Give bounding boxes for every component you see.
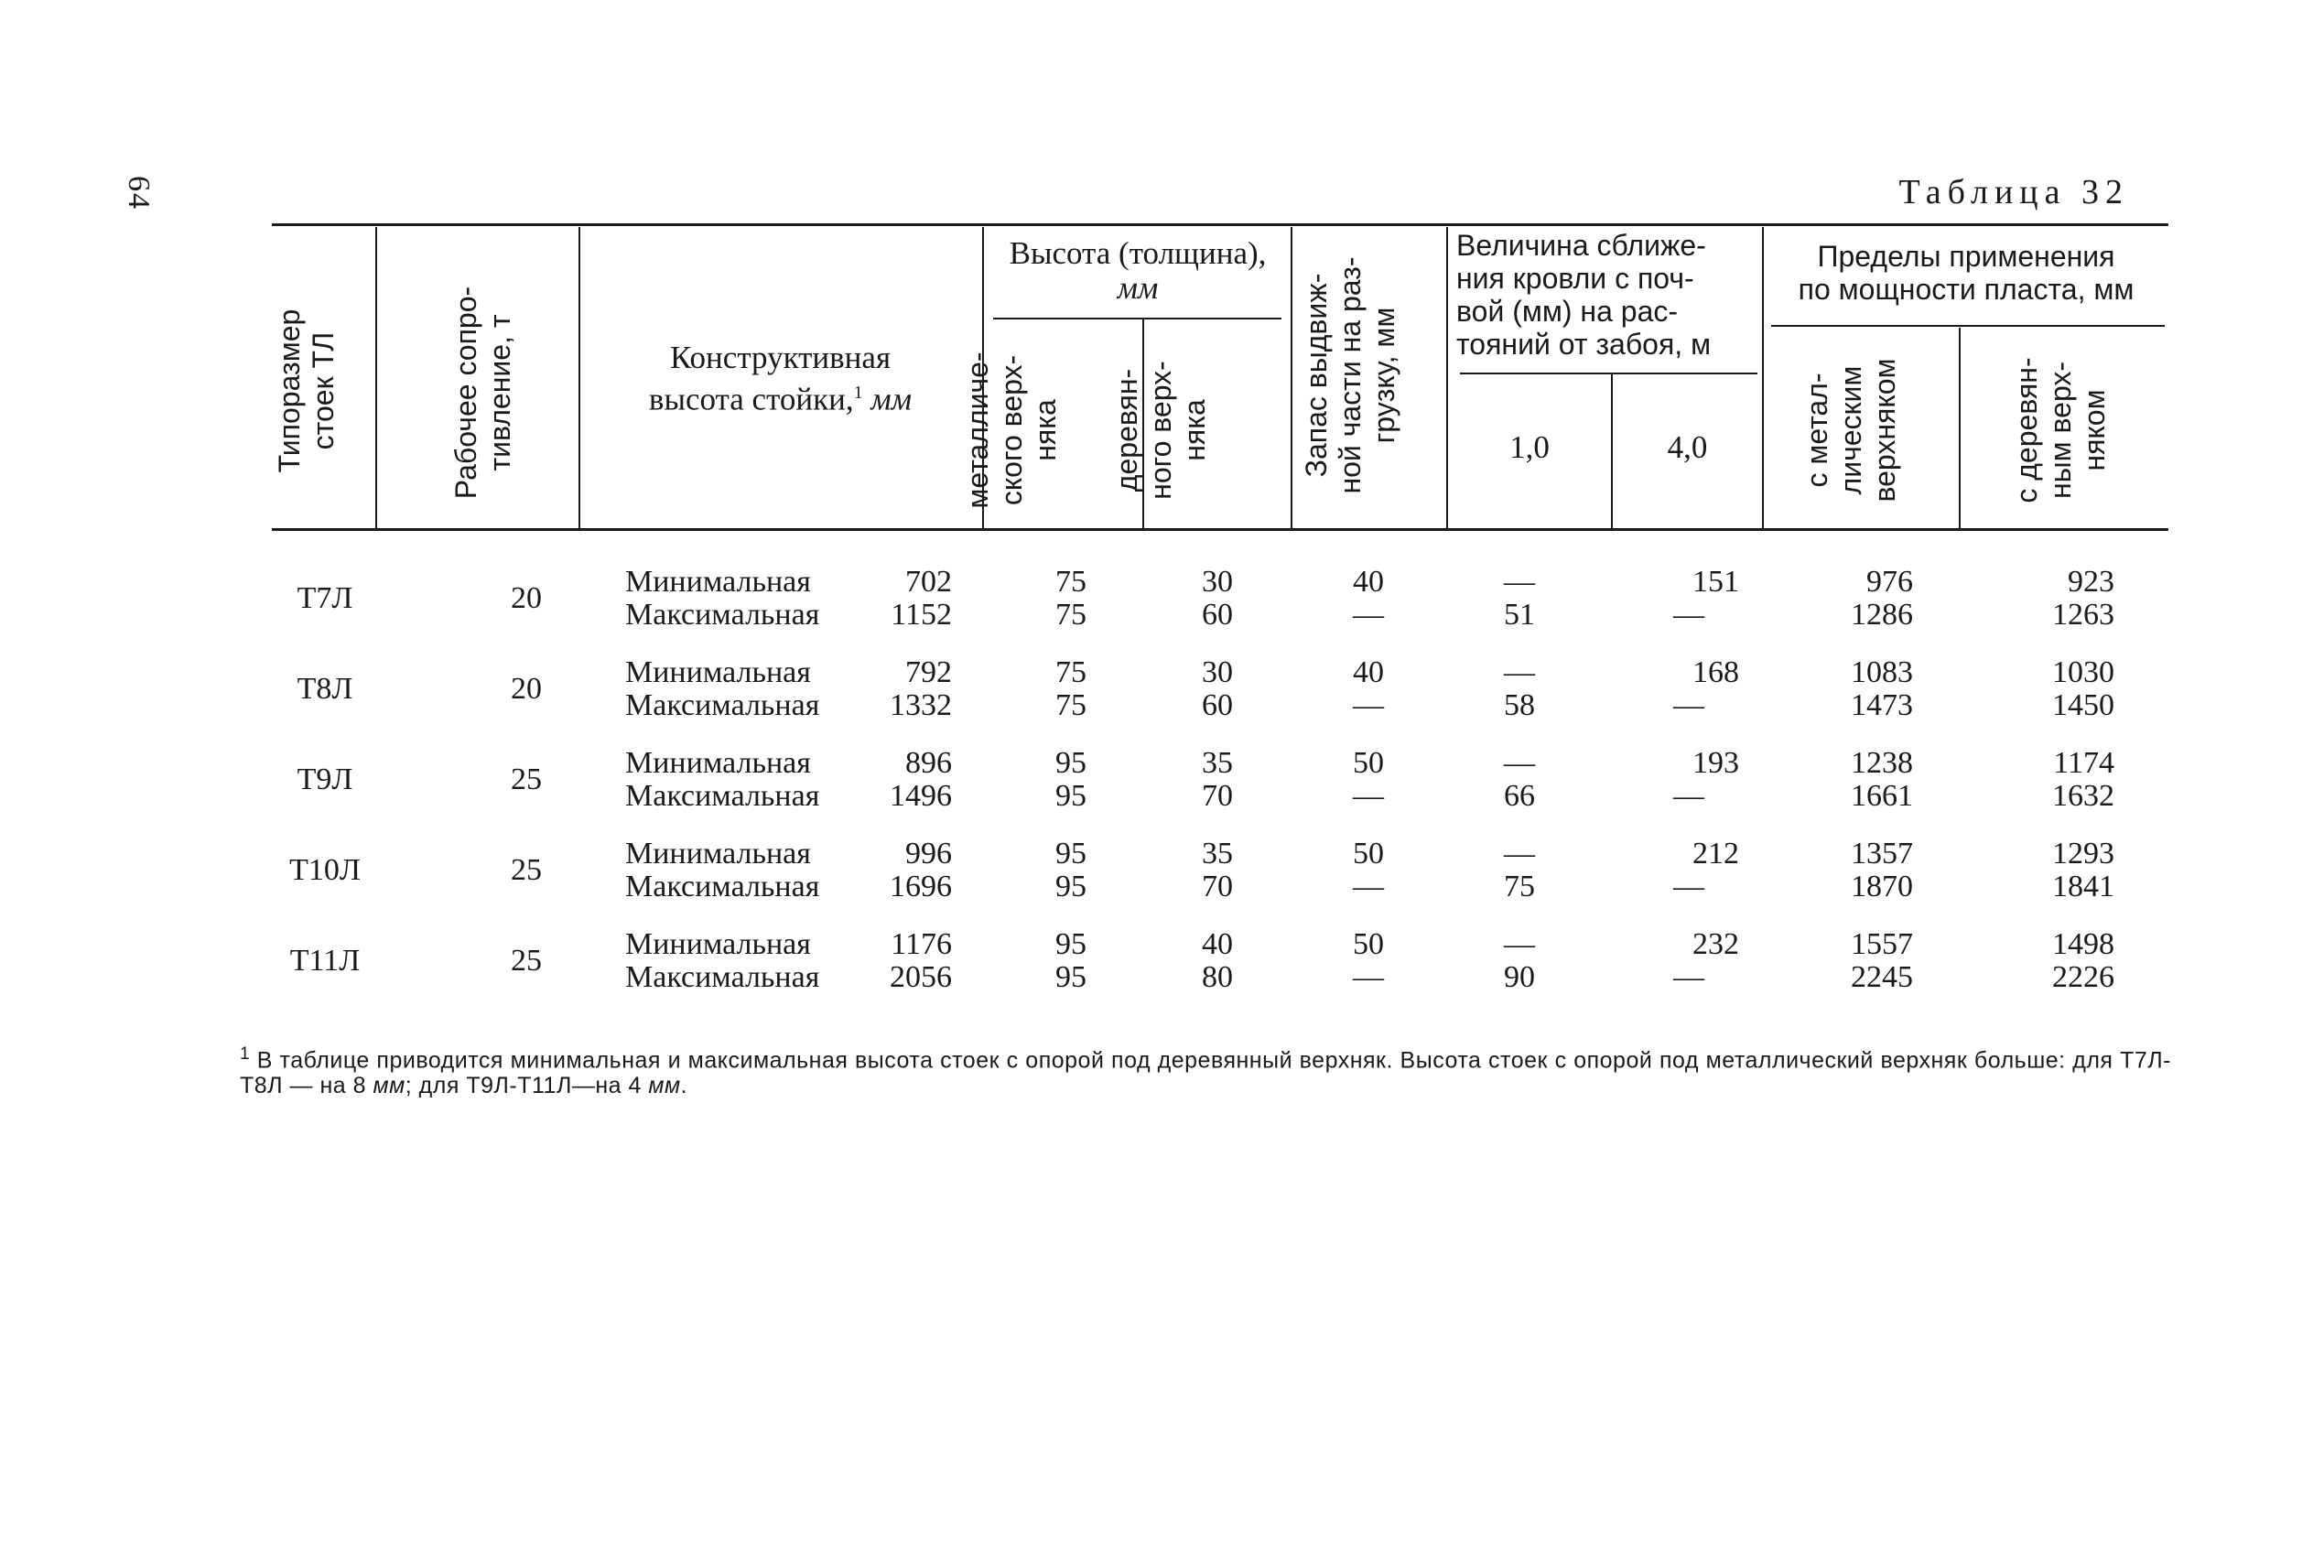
cell-resistance: 25 <box>511 853 542 887</box>
cell-d1-max: 51 <box>1504 598 1535 632</box>
group-rule-velichina <box>1460 373 1757 374</box>
cell-derev-max: 60 <box>1202 688 1233 722</box>
cell-sm-min: 1557 <box>1851 927 1913 961</box>
header-sderev: с деревян- ным верх- няком <box>2010 357 2111 503</box>
cell-min-h: 996 <box>905 837 952 871</box>
cell-max-h: 1496 <box>890 779 952 813</box>
page-number: 64 <box>122 176 156 211</box>
cell-sm-max: 1870 <box>1851 870 1913 903</box>
cell-d1-max: 75 <box>1504 870 1535 903</box>
cell-sm-min: 1238 <box>1851 746 1913 780</box>
column-divider <box>578 227 580 528</box>
cell-type: Т10Л <box>289 853 361 887</box>
cell-sd-min: 1030 <box>2052 655 2114 689</box>
cell-zapas-min: 40 <box>1353 655 1384 689</box>
cell-d4-min: 212 <box>1692 837 1739 871</box>
cell-type: Т8Л <box>297 672 353 706</box>
header-predely-group: Пределы применения по мощности пласта, мм <box>1798 240 2135 306</box>
cell-zapas-max: — <box>1353 598 1384 632</box>
cell-derev-min: 40 <box>1202 927 1233 961</box>
header-konstr <box>586 341 975 417</box>
cell-d4-min: 193 <box>1692 746 1739 780</box>
cell-metal-max: 95 <box>1055 870 1086 903</box>
cell-d4-max: — <box>1673 688 1704 722</box>
cell-d4-min: 232 <box>1692 927 1739 961</box>
header-velichina-group: Величина сближе- ния кровли с поч- вой (мм) на рас- тояний от забоя, м <box>1456 229 1712 361</box>
cell-sd-min: 1498 <box>2052 927 2114 961</box>
cell-metal-max: 95 <box>1055 960 1086 994</box>
cell-d4-max: — <box>1673 598 1704 632</box>
cell-sd-max: 1450 <box>2052 688 2114 722</box>
cell-derev-min: 30 <box>1202 565 1233 599</box>
header-konstr-line1: Конструктивная <box>669 340 892 375</box>
cell-metal-min: 75 <box>1055 565 1086 599</box>
cell-resistance: 25 <box>511 944 542 978</box>
cell-sm-max: 1473 <box>1851 688 1913 722</box>
cell-max-label: Максимальная <box>625 960 820 994</box>
header-dist-1: 1,0 <box>1509 429 1550 465</box>
cell-metal-min: 75 <box>1055 655 1086 689</box>
cell-min-label: Минимальная <box>625 927 811 961</box>
header-zapas: Запас выдвиж- ной части на раз- грузку, мм <box>1300 256 1400 494</box>
cell-d1-min: — <box>1504 927 1535 961</box>
column-divider <box>1959 328 1961 528</box>
header-metal: металличе- ского верх- няка <box>961 351 1062 509</box>
cell-derev-min: 35 <box>1202 837 1233 871</box>
cell-d1-min: — <box>1504 746 1535 780</box>
cell-zapas-max: — <box>1353 870 1384 903</box>
header-vysota-group: Высота (толщина), мм <box>1009 235 1267 306</box>
cell-sm-max: 1286 <box>1851 598 1913 632</box>
cell-min-label: Минимальная <box>625 655 811 689</box>
cell-max-h: 1152 <box>891 598 952 632</box>
cell-min-h: 1176 <box>891 927 952 961</box>
footnote: $^1$ В таблице приводится минимальная и максимальная высота стоек с опорой под деревянный верхняк. Высота стоек с опорой под металлический верхняк больше: для Т7Л-Т8Л — на 8 мм; для Т9Л-Т11Л—на 4 мм. <box>240 1044 2171 1099</box>
cell-max-h: 1696 <box>890 870 952 903</box>
cell-type: Т11Л <box>289 944 361 978</box>
cell-type: Т9Л <box>297 762 353 796</box>
cell-max-h: 1332 <box>890 688 952 722</box>
cell-sm-min: 976 <box>1866 565 1913 599</box>
cell-d4-min: 151 <box>1692 565 1739 599</box>
cell-d4-max: — <box>1673 779 1704 813</box>
cell-min-h: 896 <box>905 746 952 780</box>
cell-zapas-min: 50 <box>1353 746 1384 780</box>
cell-sd-max: 1841 <box>2052 870 2114 903</box>
cell-metal-max: 75 <box>1055 688 1086 722</box>
column-divider <box>1446 227 1448 528</box>
cell-d1-min: — <box>1504 837 1535 871</box>
cell-sm-max: 1661 <box>1851 779 1913 813</box>
cell-d1-min: — <box>1504 565 1535 599</box>
cell-d1-max: 58 <box>1504 688 1535 722</box>
cell-derev-min: 30 <box>1202 655 1233 689</box>
cell-d1-max: 66 <box>1504 779 1535 813</box>
cell-zapas-max: — <box>1353 960 1384 994</box>
header-dist-4: 4,0 <box>1667 429 1708 465</box>
cell-max-label: Максимальная <box>625 870 820 903</box>
cell-metal-max: 95 <box>1055 779 1086 813</box>
cell-zapas-min: 50 <box>1353 837 1384 871</box>
cell-max-label: Максимальная <box>625 688 820 722</box>
header-tipo: Типоразмер стоек ТЛ <box>273 308 340 473</box>
cell-sd-max: 1263 <box>2052 598 2114 632</box>
cell-derev-max: 70 <box>1202 779 1233 813</box>
cell-derev-max: 80 <box>1202 960 1233 994</box>
header-smetal: с метал- лическим верхняком <box>1800 358 1901 503</box>
cell-d1-max: 90 <box>1504 960 1535 994</box>
cell-sd-max: 1632 <box>2052 779 2114 813</box>
cell-metal-min: 95 <box>1055 746 1086 780</box>
cell-derev-max: 70 <box>1202 870 1233 903</box>
cell-d4-max: — <box>1673 960 1704 994</box>
cell-resistance: 25 <box>511 762 542 796</box>
cell-min-h: 702 <box>905 565 952 599</box>
table-caption: Таблица 32 <box>1898 173 2129 211</box>
cell-sd-max: 2226 <box>2052 960 2114 994</box>
cell-sd-min: 923 <box>2068 565 2114 599</box>
footnote-marker: 1 <box>240 1044 251 1064</box>
cell-sm-min: 1083 <box>1851 655 1913 689</box>
header-rab: Рабочее сопро- тивление, т <box>449 286 516 500</box>
cell-derev-max: 60 <box>1202 598 1233 632</box>
cell-min-label: Минимальная <box>625 746 811 780</box>
cell-derev-min: 35 <box>1202 746 1233 780</box>
cell-d4-max: — <box>1673 870 1704 903</box>
cell-sm-max: 2245 <box>1851 960 1913 994</box>
header-derev: деревян- ного верх- няка <box>1110 361 1211 500</box>
cell-resistance: 20 <box>511 672 542 706</box>
cell-sd-min: 1293 <box>2052 837 2114 871</box>
cell-metal-max: 75 <box>1055 598 1086 632</box>
cell-min-label: Минимальная <box>625 837 811 871</box>
cell-d1-min: — <box>1504 655 1535 689</box>
cell-zapas-max: — <box>1353 688 1384 722</box>
cell-min-label: Минимальная <box>625 565 811 599</box>
cell-max-label: Максимальная <box>625 779 820 813</box>
cell-zapas-max: — <box>1353 779 1384 813</box>
cell-max-h: 2056 <box>890 960 952 994</box>
cell-sm-min: 1357 <box>1851 837 1913 871</box>
group-rule-vysota <box>993 318 1281 319</box>
column-divider <box>375 227 377 528</box>
cell-min-h: 792 <box>905 655 952 689</box>
column-divider <box>1762 227 1764 528</box>
cell-zapas-min: 50 <box>1353 927 1384 961</box>
cell-d4-min: 168 <box>1692 655 1739 689</box>
cell-metal-min: 95 <box>1055 927 1086 961</box>
cell-type: Т7Л <box>297 581 353 615</box>
header-konstr-line2: высота стойки,$^1$ мм <box>648 381 913 417</box>
table-top-rule <box>272 223 2168 226</box>
column-divider <box>1291 227 1292 528</box>
cell-resistance: 20 <box>511 581 542 615</box>
cell-metal-min: 95 <box>1055 837 1086 871</box>
cell-max-label: Максимальная <box>625 598 820 632</box>
cell-sd-min: 1174 <box>2053 746 2114 780</box>
cell-zapas-min: 40 <box>1353 565 1384 599</box>
